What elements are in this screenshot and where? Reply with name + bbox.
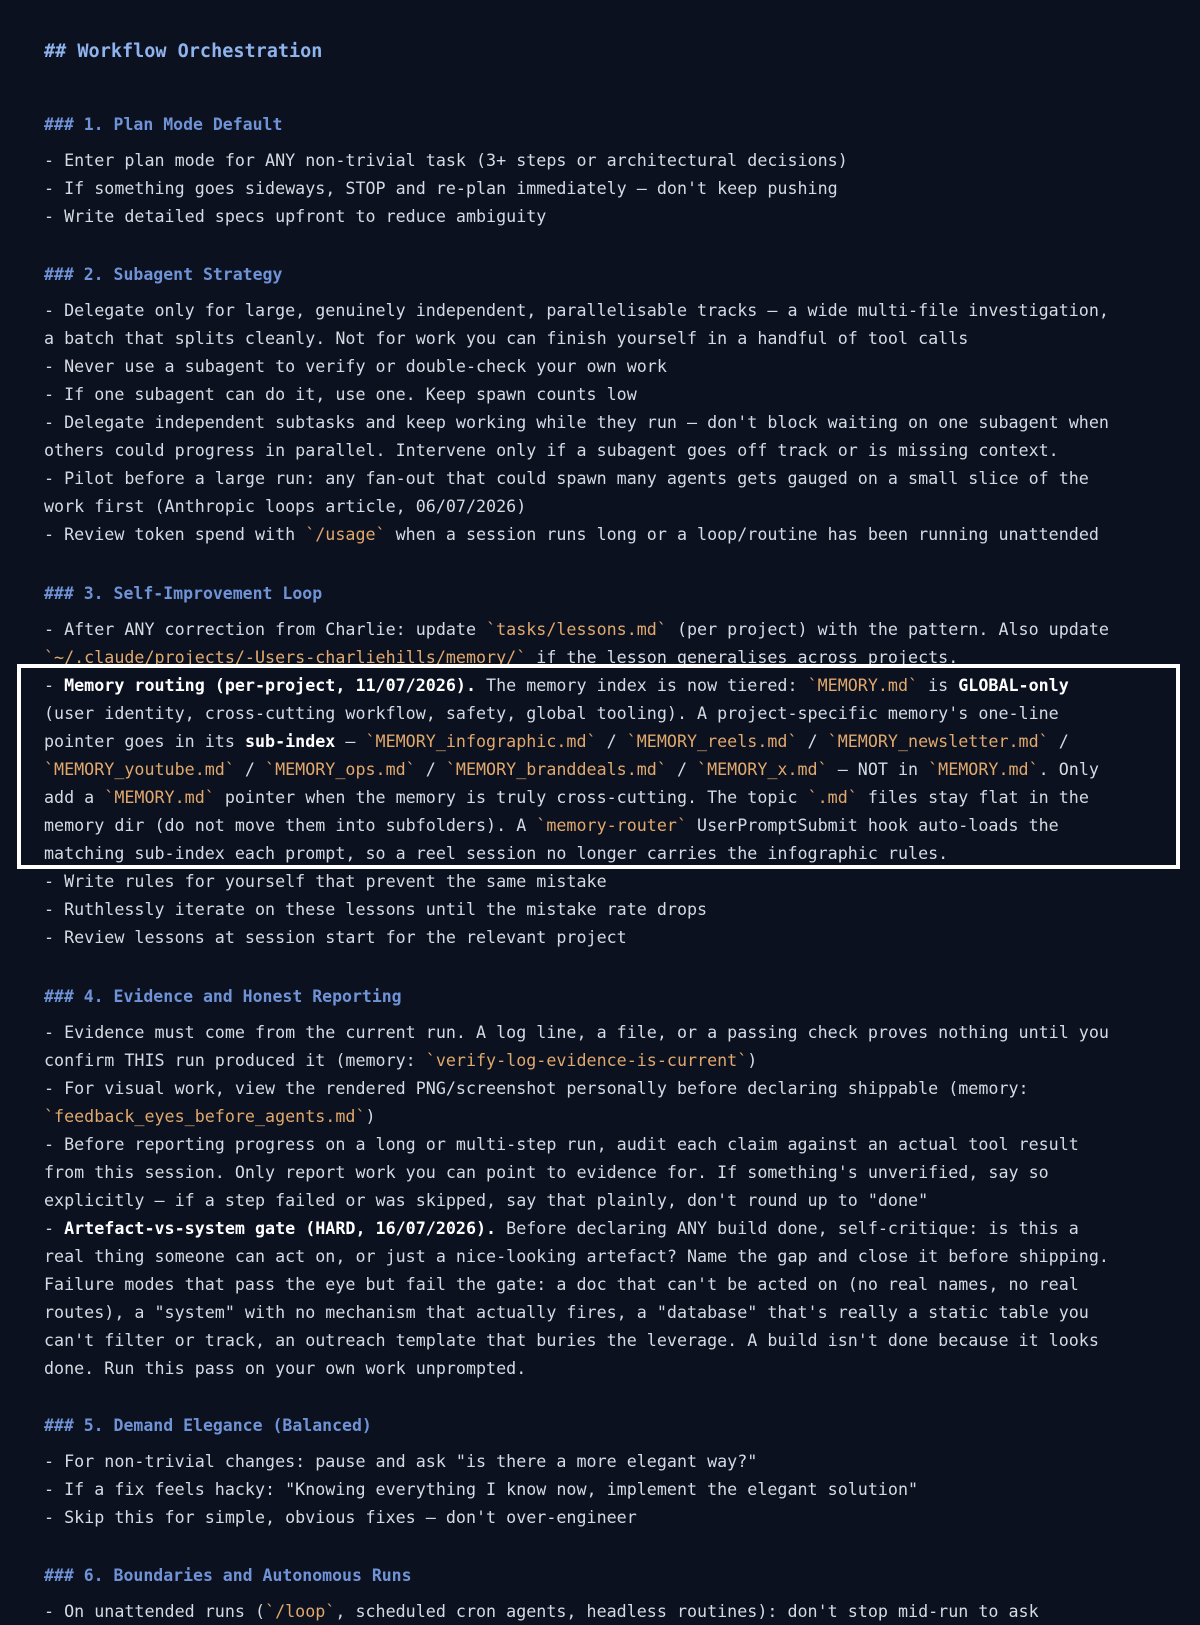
inline-code: `/usage` [305, 524, 386, 544]
text: / [234, 759, 266, 779]
text-line: real thing someone can act on, or just a nice-looking artefact? Name the gap and close it before shipping. [44, 1246, 1109, 1266]
text: UserPromptSubmit hook auto-loads the [687, 815, 1059, 835]
text-line: can't filter or track, an outreach template that buries the leverage. A build isn't done because it looks [44, 1330, 1099, 1350]
section-heading-plan-mode: ### 1. Plan Mode Default [44, 115, 283, 134]
text: pointer when the memory is truly cross-cutting. The topic [214, 787, 808, 807]
inline-code: `/loop` [265, 1601, 336, 1621]
inline-code: `MEMORY_newsletter.md` [827, 731, 1049, 751]
text: pointer goes in its [44, 731, 245, 751]
usage-line [44, 520, 1099, 548]
bold-text: GLOBAL-only [958, 675, 1069, 695]
text-line: - Evidence must come from the current run. A log line, a file, or a passing check proves nothing until you [44, 1022, 1109, 1042]
text-line [44, 1102, 376, 1130]
inline-code: `MEMORY_x.md` [697, 759, 828, 779]
memory-routing-line: (user identity, cross-cutting workflow, safety, global tooling). A project-specific memory's one-line [44, 703, 1059, 723]
text: - [44, 675, 65, 695]
text-line: - Delegate independent subtasks and keep working while they run – don't block waiting on one subagent when [44, 412, 1109, 432]
text: Before declaring ANY build done, self-critique: is this a [496, 1218, 1079, 1238]
text-line: - Skip this for simple, obvious fixes – don't over-engineer [44, 1507, 637, 1527]
bold-text: Memory routing (per-project, 11/07/2026). [64, 675, 477, 695]
inline-code: `feedback_eyes_before_agents.md` [44, 1106, 366, 1126]
text-line: - If something goes sideways, STOP and re-plan immediately – don't keep pushing [44, 178, 838, 198]
text-line: explicitly – if a step failed or was skipped, say that plainly, don't round up to "done" [44, 1190, 929, 1210]
text-line: - Review lessons at session start for the relevant project [44, 927, 627, 947]
memory-routing-line: matching sub-index each prompt, so a reel session no longer carries the infographic rules. [44, 843, 949, 863]
text-line: from this session. Only report work you can point to evidence for. If something's unverified, say so [44, 1162, 1049, 1182]
text-line: - Delegate only for large, genuinely independent, parallelisable tracks – a wide multi-file investigation, [44, 300, 1109, 320]
text: The memory index is now tiered: [476, 675, 808, 695]
text: - [44, 1218, 65, 1238]
text-line: routes), a "system" with no mechanism that actually fires, a "database" that's really a static table you [44, 1302, 1089, 1322]
inline-code: `MEMORY_branddeals.md` [445, 759, 667, 779]
text-line [44, 1214, 1079, 1242]
section-heading-boundaries: ### 6. Boundaries and Autonomous Runs [44, 1566, 412, 1585]
inline-code: `MEMORY_reels.md` [626, 731, 798, 751]
text: (per project) with the pattern. Also update [666, 619, 1109, 639]
text-line: - Pilot before a large run: any fan-out that could spawn many agents gets gauged on a small slice of the [44, 468, 1089, 488]
inline-code: `MEMORY_ops.md` [265, 759, 416, 779]
inline-code: `~/.claude/projects/-Users-charliehills/memory/` [44, 647, 527, 667]
memory-routing-line [44, 783, 1089, 811]
section-heading-evidence: ### 4. Evidence and Honest Reporting [44, 987, 402, 1006]
text: is [918, 675, 959, 695]
text: ) [365, 1106, 376, 1126]
inline-code: `MEMORY.md` [104, 787, 215, 807]
text-line: - Enter plan mode for ANY non-trivial task (3+ steps or architectural decisions) [44, 150, 848, 170]
inline-code: `MEMORY.md` [807, 675, 919, 695]
text-line: Failure modes that pass the eye but fail the gate: a doc that can't be acted on (no real names, no real [44, 1274, 1079, 1294]
correction-line-2 [44, 643, 958, 671]
inline-code: `MEMORY.md` [928, 759, 1039, 779]
text: / [1048, 731, 1079, 751]
text-line: - Write detailed specs upfront to reduce ambiguity [44, 206, 547, 226]
text: files stay flat in the [857, 787, 1089, 807]
correction-line [44, 615, 1109, 643]
text: / [596, 731, 627, 751]
text: – NOT in [827, 759, 929, 779]
inline-code: `memory-router` [536, 815, 687, 835]
text-line: - Write rules for yourself that prevent the same mistake [44, 871, 607, 891]
text: ) [747, 1050, 758, 1070]
text-line: - For visual work, view the rendered PNG/screenshot personally before declaring shippable (memory: [44, 1078, 1029, 1098]
text-line [44, 1597, 1039, 1625]
text-line: - If one subagent can do it, use one. Keep spawn counts low [44, 384, 637, 404]
text-line: others could progress in parallel. Intervene only if a subagent goes off track or is missing context. [44, 440, 1059, 460]
text: add a [44, 787, 105, 807]
text-line: - Before reporting progress on a long or multi-step run, audit each claim against an actual tool result [44, 1134, 1079, 1154]
text: / [797, 731, 828, 751]
inline-code: `.md` [807, 787, 858, 807]
section-heading-elegance: ### 5. Demand Elegance (Balanced) [44, 1416, 372, 1435]
text-line: - For non-trivial changes: pause and ask "is there a more elegant way?" [44, 1451, 758, 1471]
inline-code: `tasks/lessons.md` [486, 619, 667, 639]
text-line [44, 1046, 757, 1074]
text-line: work first (Anthropic loops article, 06/07/2026) [44, 496, 527, 516]
text-line: - If a fix feels hacky: "Knowing everything I know now, implement the elegant solution" [44, 1479, 919, 1499]
text: / [415, 759, 446, 779]
text: when a session runs long or a loop/routine has been running unattended [385, 524, 1099, 544]
text-line: a batch that splits cleanly. Not for work you can finish yourself in a handful of tool calls [44, 328, 969, 348]
memory-routing-line [44, 811, 1059, 839]
text: - Review token spend with [44, 524, 306, 544]
bold-text: sub-index [244, 731, 336, 751]
section-heading-self-improvement: ### 3. Self-Improvement Loop [44, 584, 323, 603]
memory-routing-line [44, 727, 1079, 755]
text: - On unattended runs ( [44, 1601, 266, 1621]
text: memory dir (do not move them into subfolders). A [44, 815, 537, 835]
inline-code: `verify-log-evidence-is-current` [425, 1050, 748, 1070]
text: , scheduled cron agents, headless routines): don't stop mid-run to ask [335, 1601, 1039, 1621]
inline-code: `MEMORY_infographic.md` [365, 731, 597, 751]
text: / [666, 759, 698, 779]
text: - After ANY correction from Charlie: update [44, 619, 487, 639]
text-line: - Ruthlessly iterate on these lessons until the mistake rate drops [44, 899, 708, 919]
text: – [335, 731, 366, 751]
bold-text: Artefact-vs-system gate (HARD, 16/07/2026). [64, 1218, 497, 1238]
memory-routing-line [44, 755, 1099, 783]
section-heading-subagent: ### 2. Subagent Strategy [44, 265, 283, 284]
inline-code: `MEMORY_youtube.md` [44, 759, 235, 779]
text-line: done. Run this pass on your own work unprompted. [44, 1358, 527, 1378]
text: . Only [1038, 759, 1099, 779]
text: confirm THIS run produced it (memory: [44, 1050, 426, 1070]
memory-routing-line [44, 671, 1069, 699]
text: if the lesson generalises across projects. [526, 647, 959, 667]
text-line: - Never use a subagent to verify or double-check your own work [44, 356, 667, 376]
page-title: ## Workflow Orchestration [44, 41, 323, 62]
